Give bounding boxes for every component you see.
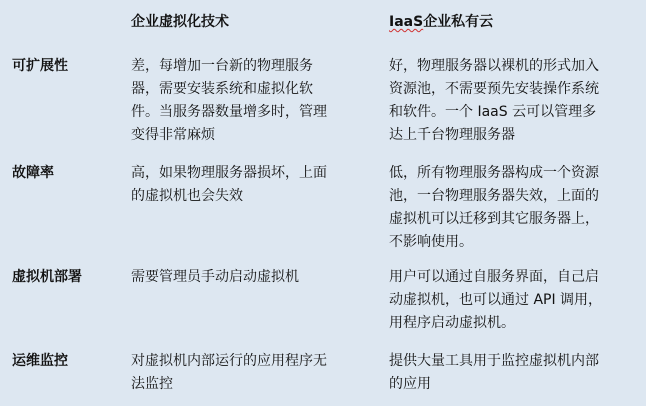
- cell-monitoring-iaas: 提供大量工具用于监控虚拟机内部 的应用: [389, 353, 599, 392]
- row-label-ops-monitoring: 运维监控: [12, 353, 68, 369]
- cell-deployment-iaas: 用户可以通过自服务界面，自己启 动虚拟机，也可以通过 API 调用， 用程序启动虚拟机。: [389, 269, 603, 331]
- cell-scalability-iaas: 好，物理服务器以裸机的形式加入 资源池，不需要预先安装操作系统 和软件。一个 IaaS 云可以管理多 达上千台物理服务器: [389, 58, 599, 143]
- cell-deployment-virtualization: 需要管理员手动启动虚拟机: [131, 269, 299, 285]
- row-label-vm-deployment: 虚拟机部署: [12, 269, 82, 285]
- cell-scalability-virtualization: 差，每增加一台新的物理服务 器，需要安装系统和虚拟化软 件。当服务器数量增多时，管理 变得非常麻烦: [131, 58, 327, 143]
- row-label-scalability: 可扩展性: [12, 58, 68, 74]
- header-iaas-private-cloud: IaaS企业私有云: [389, 14, 494, 30]
- cell-failure-iaas: 低，所有物理服务器构成一个资源 池，一台物理服务器失效，上面的 虚拟机可以迁移到其它服务器上， 不影响使用。: [389, 165, 599, 250]
- cell-monitoring-virtualization: 对虚拟机内部运行的应用程序无 法监控: [131, 353, 327, 392]
- iaas-spellcheck-underline: IaaS: [389, 14, 424, 30]
- header-enterprise-virtualization: 企业虚拟化技术: [131, 14, 229, 30]
- cell-failure-virtualization: 高，如果物理服务器损坏，上面 的虚拟机也会失效: [131, 165, 327, 204]
- row-label-failure-rate: 故障率: [12, 165, 54, 181]
